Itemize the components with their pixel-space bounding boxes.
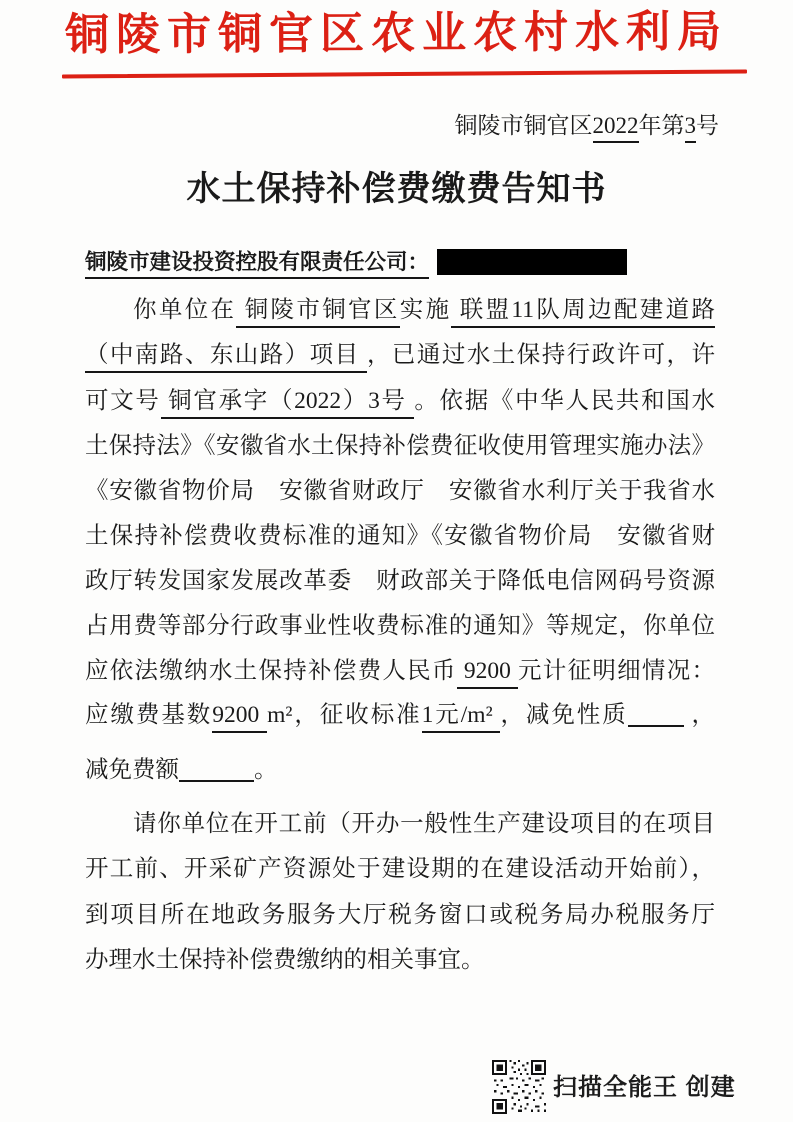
text-segment: 开工前、开采矿产资源处于建设期的在建设活动开始前）， [85,856,715,882]
para1-line5 [85,469,715,513]
text-segment: 铜陵市铜官区 [454,113,593,138]
text-segment: m²，征收标准 [267,702,422,728]
text-segment: 你单位在 [133,297,237,323]
para1-line10 [85,693,715,737]
text-segment: ，减免性质 [500,702,628,728]
document-number [455,110,720,142]
redaction-bar [437,249,627,275]
filled-in-text: 联盟11队周边配建道路 [451,297,715,328]
blank-underline [179,758,254,782]
text-segment: 实施 [399,297,452,323]
filled-in-text: 1元/m² [422,702,501,733]
filled-in-text: 铜陵市建设投资控股有限责任公司： [85,250,429,279]
para1-line6 [85,514,715,558]
text-segment: 《安徽省物价局 安徽省财政厅 安徽省水利厅关于我省水 [85,478,715,504]
document-title: 水土保持补偿费缴费告知书 [186,170,607,208]
text-segment: 。 [254,757,278,783]
para1-line8 [85,604,715,648]
para2-line4 [85,938,715,982]
filled-in-text: 9200 [457,658,518,689]
filled-in-text: 3 [685,113,697,143]
text-segment: 占用费等部分行政事业性收费标准的通知》等规定，你单位 [85,613,715,639]
filled-in-text: 铜官承字（2022）3号 [161,388,415,419]
text-segment: 减免费额 [85,757,179,783]
text-segment: 到项目所在地政务服务大厅税务窗口或税务局办税服务厅 [85,902,715,928]
filled-in-text: 2022 [593,113,639,143]
letterhead-divider-line [62,69,747,78]
agency-letterhead: 铜陵市铜官区农业农村水利局 [64,7,729,60]
para2-line2 [85,847,715,891]
qr-code-icon [492,1060,546,1114]
para1-line11 [85,748,715,792]
text-segment: 。依据《中华人民共和国水 [414,388,716,414]
text-segment: 政厅转发国家发展改革委 财政部关于降低电信网码号资源 [85,568,715,594]
text-segment: ，已通过水土保持行政许可，许 [366,342,716,368]
text-segment: 元计征明细情况： [518,658,715,684]
para2-line3 [85,893,715,937]
camscanner-watermark: 扫描全能王 创建 [553,1074,736,1101]
para1-line1 [85,288,715,332]
para1-line3 [85,379,715,423]
para1-line4 [85,424,715,468]
text-segment: ， [683,702,716,728]
text-segment: 年第 [638,113,685,138]
para2-line1 [85,802,715,846]
text-segment: 可文号 [85,388,161,414]
para1-line7 [85,559,715,603]
para1-line2 [85,333,715,377]
text-segment: 土保持补偿费收费标准的通知》《安徽省物价局 安徽省财 [85,523,715,549]
text-segment: 号 [696,113,719,138]
para1-line9 [85,649,715,693]
text-segment: 办理水土保持补偿费缴纳的相关事宜。 [85,947,485,973]
filled-in-text: 9200 [212,702,267,733]
text-segment: 请你单位在开工前（开办一般性生产建设项目的在项目 [133,811,715,837]
text-segment: 土保持法》《安徽省水土保持补偿费征收使用管理实施办法》 [85,433,715,459]
recipient-line [85,240,715,284]
filled-in-text: 铜陵市铜官区 [236,297,399,328]
filled-in-text: （中南路、东山路）项目 [85,342,367,373]
blank-underline [628,703,684,727]
text-segment: 应缴费基数 [85,702,213,728]
text-segment: 应依法缴纳水土保持补偿费人民币 [85,658,457,684]
